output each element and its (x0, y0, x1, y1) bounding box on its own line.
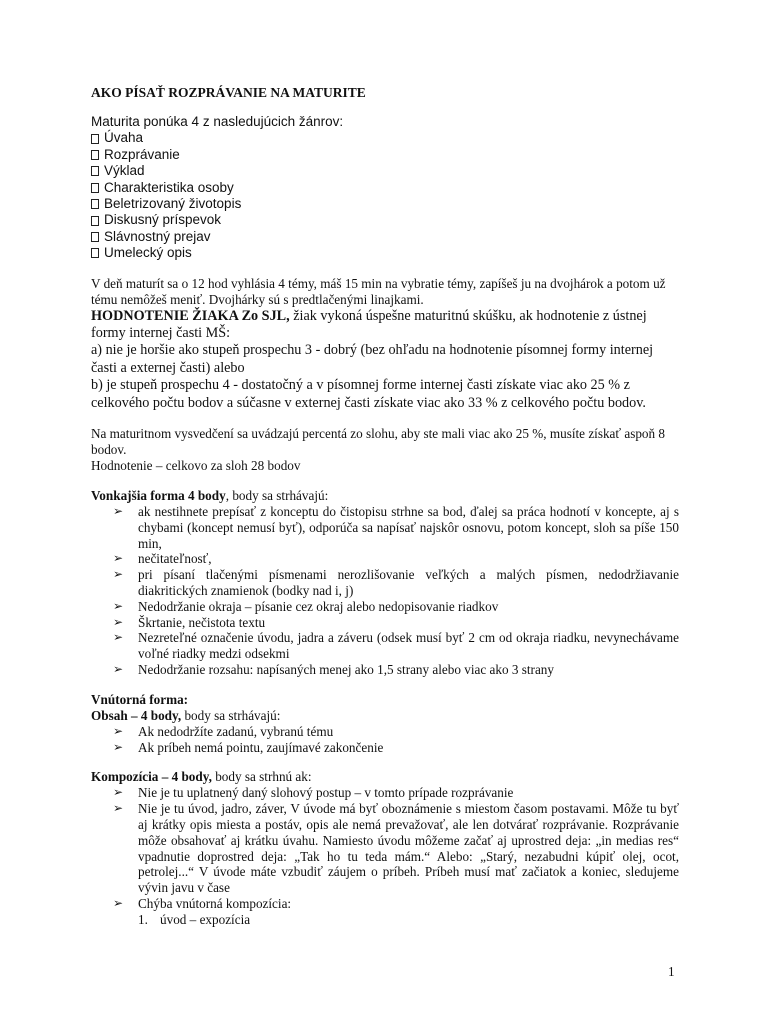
arrow-bullet-icon: ➢ (113, 614, 124, 629)
genre-item: Výklad (91, 163, 679, 179)
arrow-bullet-icon: ➢ (113, 504, 124, 519)
kompozicia-numbered-list (91, 912, 679, 928)
obsah-heading: Obsah – 4 body, body sa strhávajú: (91, 707, 281, 723)
hodnotenie-heading: HODNOTENIE ŽIAKA Zo SJL, (91, 307, 290, 324)
arrow-bullet-icon: ➢ (113, 801, 124, 816)
arrow-bullet-icon: ➢ (113, 896, 124, 911)
arrow-bullet-icon: ➢ (113, 630, 124, 645)
checkbox-bullet-icon (91, 150, 99, 160)
hodnotenie-paragraph: HODNOTENIE ŽIAKA Zo SJL, žiak vykoná úspešne maturitnú skúšku, ak hodnotenie z ústnej formy internej časti MŠ: (91, 307, 647, 342)
kompozicia-heading: Kompozícia – 4 body, body sa strhnú ak: (91, 769, 312, 785)
checkbox-bullet-icon (91, 183, 99, 193)
spacer (91, 678, 679, 692)
vysvedcenie-paragraph: Na maturitnom vysvedčení sa uvádzajú percentá zo slohu, aby ste mali viac ako 25 %, musíte získať aspoň 8 bodov. (91, 426, 665, 458)
checkbox-bullet-icon (91, 216, 99, 226)
condition-a: a) nie je horšie ako stupeň prospechu 3 - dobrý (bez ohľadu na hodnotenie písomnej formy internej časti a externej časti) alebo (91, 342, 654, 376)
vnutorna-forma-heading: Vnútorná forma: (91, 691, 189, 707)
genre-item: Diskusný príspevok (91, 212, 679, 228)
genre-list (91, 130, 679, 261)
obsah-list (91, 724, 679, 756)
document-body (91, 84, 679, 928)
kompozicia-list (91, 785, 679, 911)
checkbox-bullet-icon (91, 199, 99, 209)
arrow-bullet-icon: ➢ (113, 723, 124, 738)
genre-item: Umelecký opis (91, 245, 679, 261)
list-item: ➢ Škrtanie, nečistota textu (113, 614, 266, 630)
genre-item: Charakteristika osoby (91, 180, 679, 196)
genre-item: Rozprávanie (91, 147, 679, 163)
list-item: ➢ Ak príbeh nemá pointu, zaujímavé zakončenie (113, 739, 384, 755)
list-item: ➢ Nedodržanie okraja – písanie cez okraj alebo nedopisovanie riadkov (113, 598, 499, 614)
spacer (91, 755, 679, 769)
arrow-bullet-icon: ➢ (113, 551, 124, 566)
vonkajsia-forma-list (91, 504, 679, 678)
list-item: ➢ ak nestihnete prepísať z konceptu do čistopisu strhne sa bod, ďalej sa práca hodnotí v koncepte, aj s chybami (koncept nemusí byť), odporúča sa napísať najskôr osnovu, potom koncept, sloh sa píše 150 min, (113, 504, 679, 551)
spacer (91, 412, 679, 426)
genre-item: Slávnostný prejav (91, 229, 679, 245)
list-item: ➢ Nezreteľné označenie úvodu, jadra a záveru (odsek musí byť 2 cm od okraja riadku, nevynechávame voľné riadky medzi odsekmi (113, 630, 679, 662)
arrow-bullet-icon: ➢ (113, 567, 124, 582)
list-item: 1. úvod – expozícia (138, 911, 251, 927)
arrow-bullet-icon: ➢ (113, 662, 124, 677)
checkbox-bullet-icon (91, 134, 99, 144)
arrow-bullet-icon: ➢ (113, 598, 124, 613)
maturita-info-paragraph: V deň maturít sa o 12 hod vyhlásia 4 témy, máš 15 min na vybratie témy, zapíšeš ju na dvojhárok a potom už tému nemôžeš meniť. Dvojhárky sú s predtlačenými linajkami. (91, 275, 666, 307)
condition-b: b) je stupeň prospechu 4 - dostatočný a v písomnej forme internej časti získate viac ako 25 % z celkového počtu bodov a súčasne v externej časti získate viac ako 33 % z celkového počtu bodov. (91, 377, 646, 411)
spacer (91, 474, 679, 488)
checkbox-bullet-icon (91, 248, 99, 258)
genres-intro: Maturita ponúka 4 z nasledujúcich žánrov: (91, 114, 344, 129)
list-item: ➢ Chýba vnútorná kompozícia: (113, 896, 292, 912)
checkbox-bullet-icon (91, 166, 99, 176)
genre-item: Úvaha (91, 130, 679, 146)
list-item: ➢ Nie je tu uplatnený daný slohový postup – v tomto prípade rozprávanie (113, 785, 514, 801)
genre-item: Beletrizovaný životopis (91, 196, 679, 212)
arrow-bullet-icon: ➢ (113, 785, 124, 800)
list-item: ➢ nečitateľnosť, (113, 551, 212, 567)
list-item: ➢ Nedodržanie rozsahu: napísaných menej ako 1,5 strany alebo viac ako 3 strany (113, 662, 554, 678)
list-item: ➢ pri písaní tlačenými písmenami nerozlišovanie veľkých a malých písmen, nedodržiavanie diakritických znamienok (bodky nad i, j) (113, 567, 679, 599)
checkbox-bullet-icon (91, 232, 99, 242)
list-item: ➢ Nie je tu úvod, jadro, záver, V úvode má byť oboznámenie s miestom časom postavami. Môže tu byť aj krátky opis miesta a postáv, opis ale nemá prevažovať, ale len dotvárať rozprávanie. Rozprávanie môže obsahovať aj krátku úvahu. Namiesto úvodu môžeme začať aj uprostred deja: „in medias res“ vpadnutie doprostred deja: „Tak ho tu teda mám.“ Alebo: „Starý, nezabudni kúpiť olej, ocot, petrolej...“ V úvode máte vzbudiť záujem o príbeh. Príbeh musí mať začiatok a koniec, sledujeme vývin javu v čase (113, 801, 679, 896)
arrow-bullet-icon: ➢ (113, 739, 124, 754)
vonkajsia-forma-heading: Vonkajšia forma 4 body, body sa strhávajú: (91, 488, 329, 504)
document-title: AKO PÍSAŤ ROZPRÁVANIE NA MATURITE (91, 85, 366, 100)
list-item: ➢ Ak nedodržíte zadanú, vybranú tému (113, 723, 334, 739)
page-number: 1 (668, 964, 675, 979)
hodnotenie-total: Hodnotenie – celkovo za sloh 28 bodov (91, 458, 301, 474)
